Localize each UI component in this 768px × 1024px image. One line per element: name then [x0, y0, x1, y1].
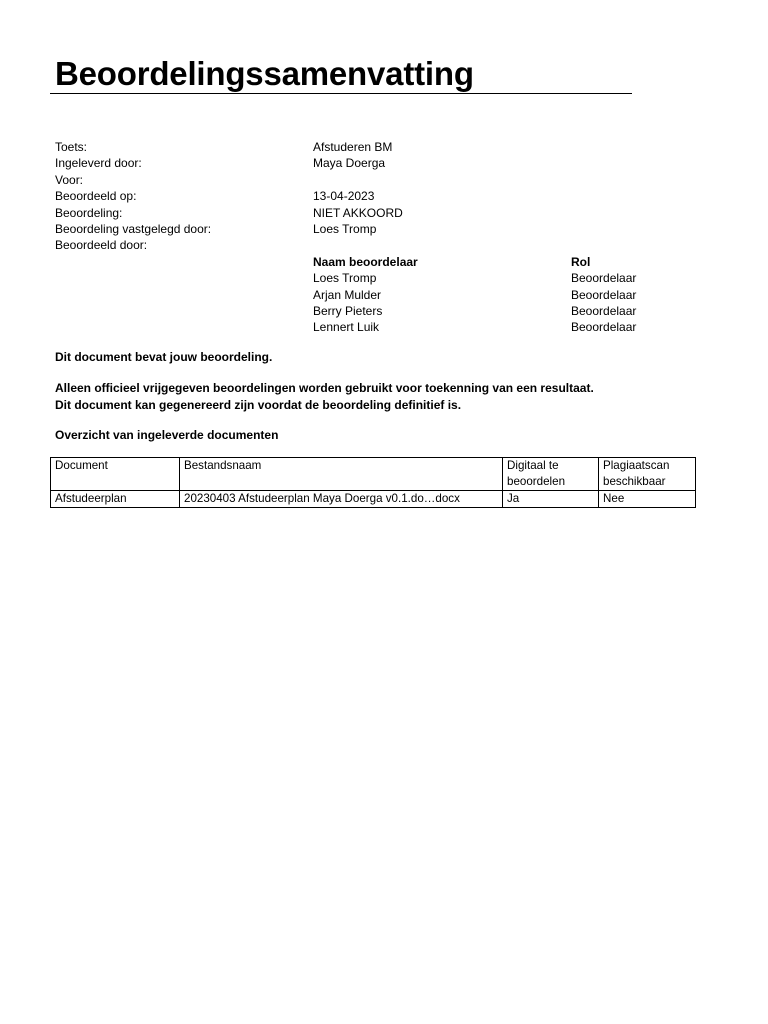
field-label: Beoordeling:: [55, 205, 123, 220]
note-preliminary: Dit document kan gegenereerd zijn voordat de beoordeling definitief is.: [55, 398, 462, 412]
field-value: 13-04-2023: [313, 189, 375, 204]
assessor-name: Arjan Mulder: [313, 287, 382, 302]
overview-heading: Overzicht van ingeleverde documenten: [55, 428, 279, 442]
assessor-role: Beoordelaar: [571, 287, 637, 302]
assessor-role: Beoordelaar: [571, 303, 637, 318]
field-label: Ingeleverd door:: [55, 156, 142, 171]
field-value: Afstuderen BM: [313, 140, 393, 154]
field-toets: [55, 139, 715, 155]
field-voor: [55, 172, 715, 188]
field-ingeleverd-door: [55, 155, 715, 171]
assessor-role: Beoordelaar: [571, 320, 637, 335]
field-value: Loes Tromp: [313, 221, 377, 236]
cell-plagiarism: Nee: [599, 491, 696, 508]
column-header-digital: Digitaal te beoordelen: [503, 458, 599, 491]
field-label: Beoordeeld op:: [55, 189, 137, 204]
assessor-header-row: [55, 254, 715, 270]
page-title: Beoordelingssamenvatting: [55, 55, 474, 92]
field-beoordeeld-op: [55, 188, 715, 204]
assessor-role: Beoordelaar: [571, 271, 637, 286]
title-divider: [50, 93, 632, 94]
field-vastgelegd-door: [55, 221, 715, 237]
field-label: Beoordeeld door:: [55, 238, 148, 253]
documents-table: [50, 457, 696, 508]
assessor-row: [55, 319, 715, 335]
assessor-role-header: Rol: [571, 254, 591, 269]
field-beoordeeld-door: [55, 237, 715, 253]
assessor-name-header: Naam beoordelaar: [313, 254, 418, 269]
assessor-name: Loes Tromp: [313, 271, 377, 286]
assessor-row: [55, 270, 715, 286]
note-official: Alleen officieel vrijgegeven beoordelingen worden gebruikt voor toekenning van een resultaat.: [55, 381, 594, 395]
note-intro: Dit document bevat jouw beoordeling.: [55, 350, 273, 364]
field-label: Beoordeling vastgelegd door:: [55, 221, 212, 236]
field-beoordeling: [55, 205, 715, 221]
assessor-row: [55, 303, 715, 319]
field-value: Maya Doerga: [313, 156, 386, 171]
assessor-name: Lennert Luik: [313, 320, 380, 335]
column-header-plagiarism: Plagiaatscan beschikbaar: [599, 458, 696, 491]
table-row: [51, 491, 696, 508]
column-header-filename: Bestandsnaam: [180, 458, 503, 491]
assessor-name: Berry Pieters: [313, 303, 383, 318]
field-value: NIET AKKOORD: [313, 205, 403, 220]
assessor-row: [55, 287, 715, 303]
summary-fields: [55, 139, 715, 336]
field-label: Toets:: [55, 140, 88, 154]
cell-filename: 20230403 Afstudeerplan Maya Doerga v0.1.do…docx: [180, 491, 503, 508]
column-header-document: Document: [51, 458, 180, 491]
cell-digital: Ja: [503, 491, 599, 508]
field-label: Voor:: [55, 172, 84, 187]
cell-document: Afstudeerplan: [51, 491, 180, 508]
table-header-row: [51, 458, 696, 491]
